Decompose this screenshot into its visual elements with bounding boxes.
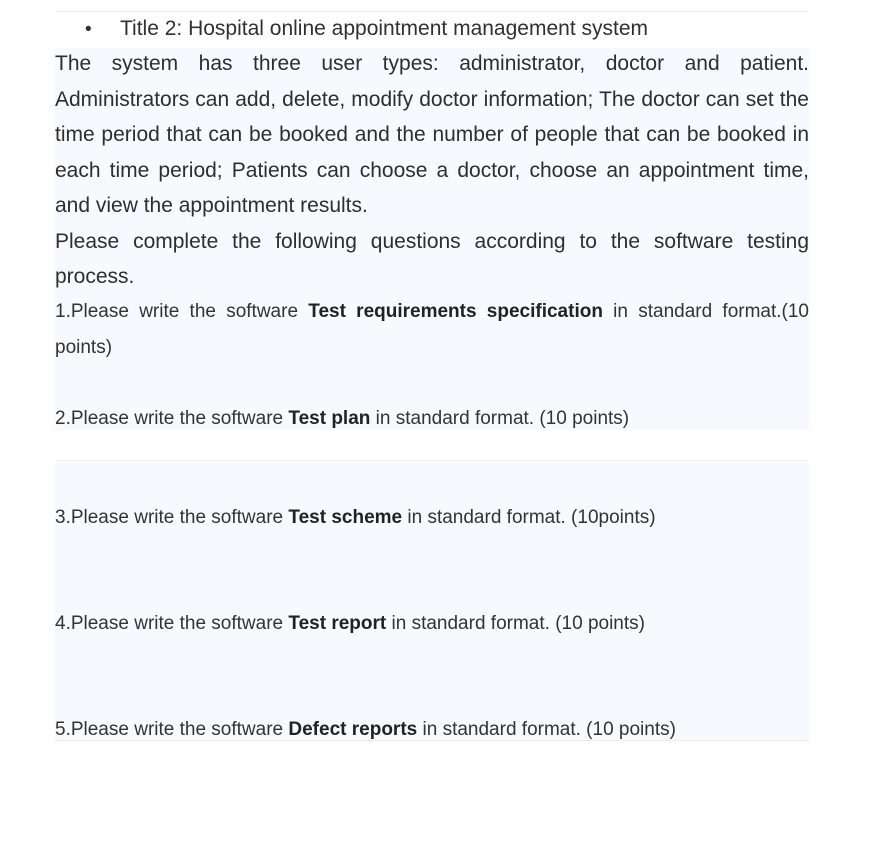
intro-text bbox=[55, 46, 809, 295]
question-2 bbox=[55, 401, 809, 437]
bullet-icon: • bbox=[85, 19, 92, 40]
question-5 bbox=[55, 712, 809, 748]
question-5-prefix: 5.Please write the software bbox=[55, 719, 289, 740]
intro-paragraph-description: The system has three user types: administrator, doctor and patient. Administrators can add, delete, modify doctor information; The doctor can set the time period that can be booked and the number of people that can be booked in each time period; Patients can choose a doctor, choose an appointment time, and view the appointment results. bbox=[55, 52, 809, 217]
question-5-topic: Defect reports bbox=[288, 719, 418, 740]
question-1-suffix: in standard format.(10 points) bbox=[55, 301, 809, 358]
question-4-suffix: in standard format. (10 points) bbox=[386, 613, 645, 634]
question-2-topic: Test plan bbox=[288, 408, 371, 429]
question-1-topic: Test requirements specification bbox=[308, 301, 603, 322]
title-text: Title 2: Hospital online appointment management system bbox=[120, 17, 648, 40]
question-1 bbox=[55, 294, 809, 366]
question-4-prefix: 4.Please write the software bbox=[55, 613, 289, 634]
question-3-suffix: in standard format. (10points) bbox=[402, 507, 656, 528]
intro-paragraph-instruction: Please complete the following questions according to the software testing process. bbox=[55, 229, 809, 288]
question-4-topic: Test report bbox=[288, 613, 387, 634]
question-3-prefix: 3.Please write the software bbox=[55, 507, 289, 528]
question-2-suffix: in standard format. (10 points) bbox=[370, 408, 630, 429]
question-2-prefix: 2.Please write the software bbox=[55, 408, 289, 429]
question-4 bbox=[55, 606, 809, 642]
question-5-suffix: in standard format. (10 points) bbox=[417, 719, 676, 740]
section-divider bbox=[55, 460, 809, 461]
title-heading bbox=[55, 14, 648, 45]
question-3 bbox=[55, 500, 809, 536]
question-3-topic: Test scheme bbox=[288, 507, 403, 528]
top-divider bbox=[55, 11, 809, 12]
question-1-prefix: 1.Please write the software bbox=[55, 301, 309, 322]
